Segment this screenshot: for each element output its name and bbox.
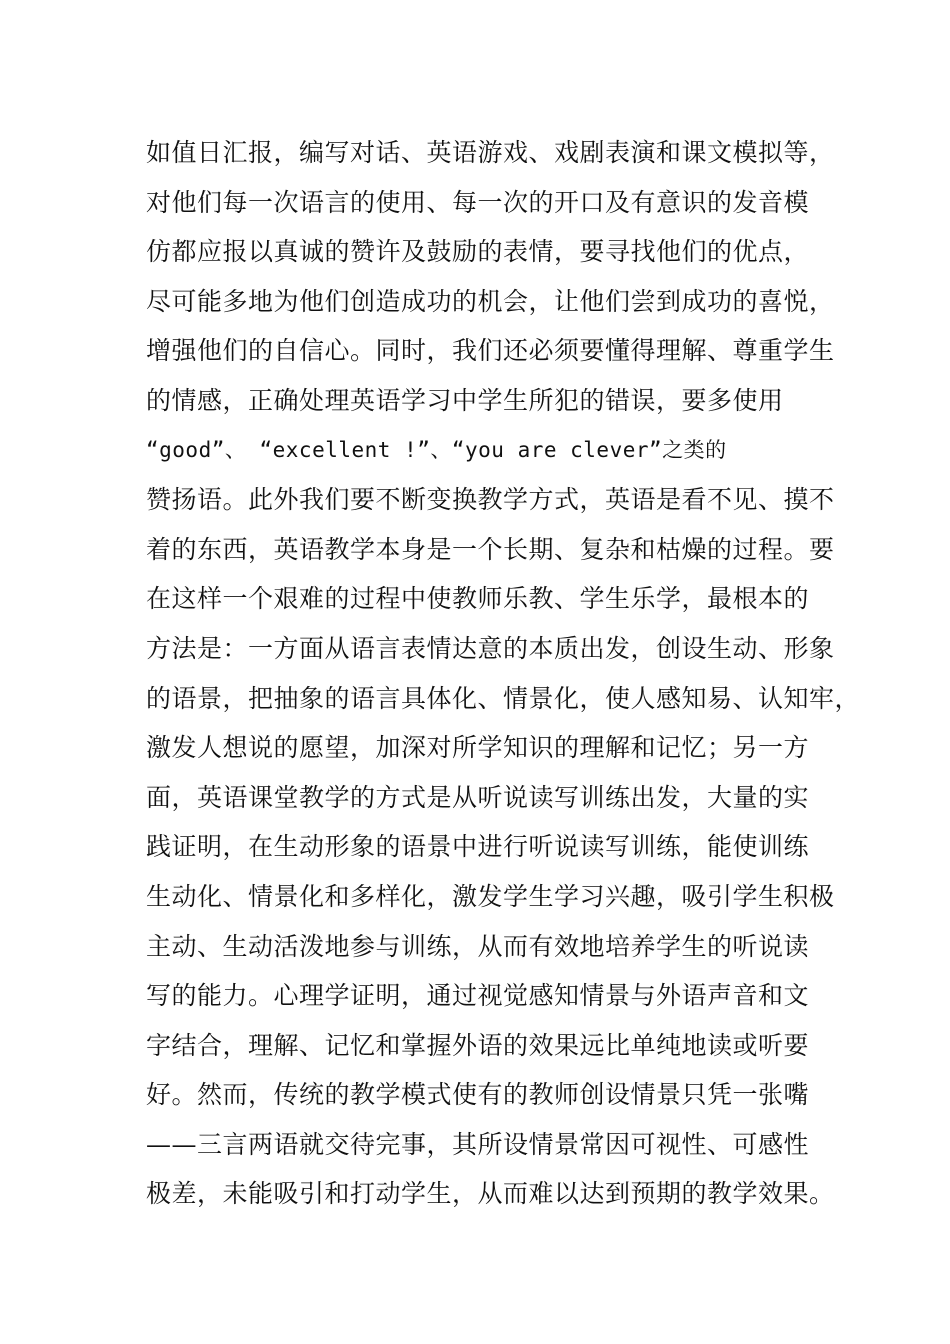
text-line: 仿都应报以真诚的赞许及鼓励的表情，要寻找他们的优点，	[146, 237, 810, 267]
text-line: 尽可能多地为他们创造成功的机会，让他们尝到成功的喜悦，	[146, 286, 835, 316]
text-line: 生动化、情景化和多样化，激发学生学习兴趣，吸引学生积极	[146, 881, 835, 911]
text-line: 赞扬语。此外我们要不断变换教学方式，英语是看不见、摸不	[146, 485, 835, 515]
text-line: 在这样一个艰难的过程中使教师乐教、学生乐学，最根本的	[146, 584, 810, 614]
text-line: 好。然而，传统的教学模式使有的教师创设情景只凭一张嘴	[146, 1080, 810, 1110]
text-line: 主动、生动活泼地参与训练，从而有效地培养学生的听说读	[146, 931, 810, 961]
text-line: 面，英语课堂教学的方式是从听说读写训练出发，大量的实	[146, 782, 810, 812]
text-line: 的语景，把抽象的语言具体化、情景化，使人感知易、认知牢，	[146, 683, 861, 713]
text-line: 激发人想说的愿望，加深对所学知识的理解和记忆；另一方	[146, 733, 810, 763]
text-line: 极差，未能吸引和打动学生，从而难以达到预期的教学效果。	[146, 1179, 835, 1209]
text-line: 增强他们的自信心。同时，我们还必须要懂得理解、尊重学生	[146, 336, 835, 366]
text-line: 对他们每一次语言的使用、每一次的开口及有意识的发音模	[146, 187, 810, 217]
text-line: 写的能力。心理学证明，通过视觉感知情景与外语声音和文	[146, 981, 810, 1011]
body-text	[146, 128, 861, 1219]
text-line: 字结合，理解、记忆和掌握外语的效果远比单纯地读或听要	[146, 1030, 810, 1060]
text-line: 方法是：一方面从语言表情达意的本质出发，创设生动、形象	[146, 633, 835, 663]
text-line: 践证明，在生动形象的语景中进行听说读写训练，能使训练	[146, 832, 810, 862]
text-line: ——三言两语就交待完事，其所设情景常因可视性、可感性	[146, 1129, 810, 1159]
text-line: 的情感，正确处理英语学习中学生所犯的错误，要多使用	[146, 385, 784, 415]
text-line: “good”、 “excellent !”、“you are clever”之类的	[146, 437, 727, 462]
text-line: 如值日汇报，编写对话、英语游戏、戏剧表演和课文模拟等，	[146, 138, 835, 167]
text-line: 着的东西，英语教学本身是一个长期、复杂和枯燥的过程。要	[146, 534, 835, 564]
